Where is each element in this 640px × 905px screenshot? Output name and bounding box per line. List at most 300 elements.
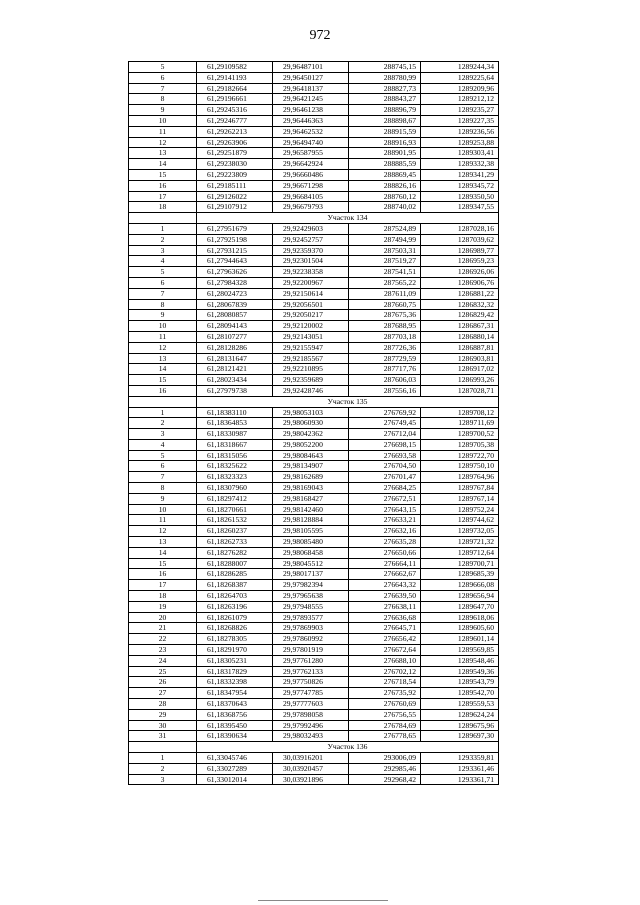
x-coordinate-cell: 287565,22 bbox=[349, 277, 421, 288]
table-row bbox=[129, 547, 499, 558]
x-coordinate-cell: 276632,16 bbox=[349, 526, 421, 537]
y-coordinate-cell: 1289700,52 bbox=[421, 429, 499, 440]
table-row bbox=[129, 623, 499, 634]
section-title: Участок 136 bbox=[197, 742, 499, 753]
x-coordinate-cell: 287524,89 bbox=[349, 223, 421, 234]
x-coordinate-cell: 287519,27 bbox=[349, 256, 421, 267]
y-coordinate-cell: 1289225,64 bbox=[421, 72, 499, 83]
point-number-cell: 4 bbox=[129, 439, 197, 450]
y-coordinate-cell: 1289559,53 bbox=[421, 699, 499, 710]
table-row bbox=[129, 699, 499, 710]
y-coordinate-cell: 1287028,16 bbox=[421, 223, 499, 234]
point-number-cell: 9 bbox=[129, 493, 197, 504]
x-coordinate-cell: 287726,36 bbox=[349, 342, 421, 353]
section-number-cell bbox=[129, 396, 197, 407]
latitude-cell: 61,29238030 bbox=[197, 159, 273, 170]
y-coordinate-cell: 1289347,55 bbox=[421, 202, 499, 213]
table-row bbox=[129, 299, 499, 310]
latitude-cell: 61,18368756 bbox=[197, 709, 273, 720]
y-coordinate-cell: 1289767,84 bbox=[421, 483, 499, 494]
point-number-cell: 17 bbox=[129, 580, 197, 591]
point-number-cell: 28 bbox=[129, 699, 197, 710]
latitude-cell: 61,29246777 bbox=[197, 115, 273, 126]
y-coordinate-cell: 1287028,71 bbox=[421, 385, 499, 396]
longitude-cell: 29,92359689 bbox=[273, 375, 349, 386]
point-number-cell: 8 bbox=[129, 94, 197, 105]
longitude-cell: 29,96446363 bbox=[273, 115, 349, 126]
y-coordinate-cell: 1289235,27 bbox=[421, 105, 499, 116]
latitude-cell: 61,29196661 bbox=[197, 94, 273, 105]
longitude-cell: 29,92120002 bbox=[273, 321, 349, 332]
y-coordinate-cell: 1289708,12 bbox=[421, 407, 499, 418]
y-coordinate-cell: 1289624,24 bbox=[421, 709, 499, 720]
latitude-cell: 61,18330987 bbox=[197, 429, 273, 440]
y-coordinate-cell: 1289569,85 bbox=[421, 645, 499, 656]
table-row bbox=[129, 601, 499, 612]
y-coordinate-cell: 1289722,70 bbox=[421, 450, 499, 461]
longitude-cell: 29,92301504 bbox=[273, 256, 349, 267]
x-coordinate-cell: 288827,73 bbox=[349, 83, 421, 94]
y-coordinate-cell: 1289732,05 bbox=[421, 526, 499, 537]
y-coordinate-cell: 1289253,88 bbox=[421, 137, 499, 148]
y-coordinate-cell: 1289705,38 bbox=[421, 439, 499, 450]
table-row bbox=[129, 645, 499, 656]
point-number-cell: 10 bbox=[129, 321, 197, 332]
latitude-cell: 61,18395450 bbox=[197, 720, 273, 731]
longitude-cell: 29,92429603 bbox=[273, 223, 349, 234]
y-coordinate-cell: 1286906,76 bbox=[421, 277, 499, 288]
longitude-cell: 29,98045512 bbox=[273, 558, 349, 569]
y-coordinate-cell: 1289212,12 bbox=[421, 94, 499, 105]
table-row bbox=[129, 385, 499, 396]
latitude-cell: 61,18317829 bbox=[197, 666, 273, 677]
longitude-cell: 29,97750826 bbox=[273, 677, 349, 688]
point-number-cell: 30 bbox=[129, 720, 197, 731]
table-row bbox=[129, 277, 499, 288]
table-row bbox=[129, 159, 499, 170]
latitude-cell: 61,28107277 bbox=[197, 331, 273, 342]
x-coordinate-cell: 276656,42 bbox=[349, 634, 421, 645]
latitude-cell: 61,28094143 bbox=[197, 321, 273, 332]
longitude-cell: 29,98085480 bbox=[273, 537, 349, 548]
y-coordinate-cell: 1289750,10 bbox=[421, 461, 499, 472]
x-coordinate-cell: 276684,25 bbox=[349, 483, 421, 494]
y-coordinate-cell: 1289236,56 bbox=[421, 126, 499, 137]
y-coordinate-cell: 1289345,72 bbox=[421, 180, 499, 191]
longitude-cell: 29,92056501 bbox=[273, 299, 349, 310]
latitude-cell: 61,27951679 bbox=[197, 223, 273, 234]
latitude-cell: 61,33045746 bbox=[197, 753, 273, 764]
point-number-cell: 6 bbox=[129, 277, 197, 288]
latitude-cell: 61,18291970 bbox=[197, 645, 273, 656]
table-row bbox=[129, 580, 499, 591]
section-title: Участок 134 bbox=[197, 213, 499, 224]
table-row bbox=[129, 504, 499, 515]
longitude-cell: 29,98084643 bbox=[273, 450, 349, 461]
longitude-cell: 29,97982394 bbox=[273, 580, 349, 591]
longitude-cell: 29,98105595 bbox=[273, 526, 349, 537]
x-coordinate-cell: 276718,54 bbox=[349, 677, 421, 688]
point-number-cell: 29 bbox=[129, 709, 197, 720]
latitude-cell: 61,27984328 bbox=[197, 277, 273, 288]
longitude-cell: 29,96487101 bbox=[273, 62, 349, 73]
y-coordinate-cell: 1289548,46 bbox=[421, 655, 499, 666]
point-number-cell: 12 bbox=[129, 137, 197, 148]
table-row bbox=[129, 245, 499, 256]
y-coordinate-cell: 1286881,22 bbox=[421, 288, 499, 299]
x-coordinate-cell: 276662,67 bbox=[349, 569, 421, 580]
x-coordinate-cell: 287503,31 bbox=[349, 245, 421, 256]
point-number-cell: 26 bbox=[129, 677, 197, 688]
longitude-cell: 29,97869903 bbox=[273, 623, 349, 634]
y-coordinate-cell: 1286989,77 bbox=[421, 245, 499, 256]
x-coordinate-cell: 292985,46 bbox=[349, 763, 421, 774]
y-coordinate-cell: 1289647,70 bbox=[421, 601, 499, 612]
point-number-cell: 12 bbox=[129, 342, 197, 353]
x-coordinate-cell: 276704,50 bbox=[349, 461, 421, 472]
latitude-cell: 61,18364853 bbox=[197, 418, 273, 429]
longitude-cell: 29,92150614 bbox=[273, 288, 349, 299]
y-coordinate-cell: 1289675,96 bbox=[421, 720, 499, 731]
table-row bbox=[129, 234, 499, 245]
table-row bbox=[129, 753, 499, 764]
table-row bbox=[129, 515, 499, 526]
point-number-cell: 15 bbox=[129, 375, 197, 386]
coordinates-table bbox=[128, 61, 499, 785]
point-number-cell: 18 bbox=[129, 591, 197, 602]
y-coordinate-cell: 1286829,42 bbox=[421, 310, 499, 321]
latitude-cell: 61,18305231 bbox=[197, 655, 273, 666]
longitude-cell: 29,98053103 bbox=[273, 407, 349, 418]
longitude-cell: 29,96642924 bbox=[273, 159, 349, 170]
latitude-cell: 61,18318667 bbox=[197, 439, 273, 450]
point-number-cell: 5 bbox=[129, 62, 197, 73]
y-coordinate-cell: 1289542,70 bbox=[421, 688, 499, 699]
longitude-cell: 30,03920457 bbox=[273, 763, 349, 774]
x-coordinate-cell: 276769,92 bbox=[349, 407, 421, 418]
point-number-cell: 13 bbox=[129, 537, 197, 548]
point-number-cell: 12 bbox=[129, 526, 197, 537]
y-coordinate-cell: 1289605,60 bbox=[421, 623, 499, 634]
latitude-cell: 61,29126022 bbox=[197, 191, 273, 202]
point-number-cell: 15 bbox=[129, 558, 197, 569]
point-number-cell: 20 bbox=[129, 612, 197, 623]
point-number-cell: 1 bbox=[129, 223, 197, 234]
latitude-cell: 61,18288007 bbox=[197, 558, 273, 569]
point-number-cell: 6 bbox=[129, 461, 197, 472]
point-number-cell: 19 bbox=[129, 601, 197, 612]
section-number-cell bbox=[129, 742, 197, 753]
x-coordinate-cell: 288780,99 bbox=[349, 72, 421, 83]
latitude-cell: 61,29263906 bbox=[197, 137, 273, 148]
footer-divider bbox=[258, 900, 388, 901]
longitude-cell: 29,98060930 bbox=[273, 418, 349, 429]
point-number-cell: 3 bbox=[129, 429, 197, 440]
table-row bbox=[129, 364, 499, 375]
x-coordinate-cell: 288745,15 bbox=[349, 62, 421, 73]
table-row bbox=[129, 115, 499, 126]
table-row bbox=[129, 105, 499, 116]
table-row bbox=[129, 72, 499, 83]
latitude-cell: 61,18347954 bbox=[197, 688, 273, 699]
latitude-cell: 61,18286285 bbox=[197, 569, 273, 580]
longitude-cell: 29,96660486 bbox=[273, 169, 349, 180]
latitude-cell: 61,27925198 bbox=[197, 234, 273, 245]
table-row bbox=[129, 569, 499, 580]
longitude-cell: 29,97948555 bbox=[273, 601, 349, 612]
y-coordinate-cell: 1286867,31 bbox=[421, 321, 499, 332]
point-number-cell: 27 bbox=[129, 688, 197, 699]
longitude-cell: 29,96494740 bbox=[273, 137, 349, 148]
longitude-cell: 29,98142460 bbox=[273, 504, 349, 515]
x-coordinate-cell: 276693,58 bbox=[349, 450, 421, 461]
y-coordinate-cell: 1289227,35 bbox=[421, 115, 499, 126]
table-row bbox=[129, 472, 499, 483]
point-number-cell: 8 bbox=[129, 483, 197, 494]
table-row bbox=[129, 180, 499, 191]
longitude-cell: 29,92143051 bbox=[273, 331, 349, 342]
y-coordinate-cell: 1289711,69 bbox=[421, 418, 499, 429]
point-number-cell: 8 bbox=[129, 299, 197, 310]
table-row bbox=[129, 731, 499, 742]
latitude-cell: 61,27963626 bbox=[197, 267, 273, 278]
point-number-cell: 13 bbox=[129, 148, 197, 159]
point-number-cell: 1 bbox=[129, 407, 197, 418]
latitude-cell: 61,33012014 bbox=[197, 774, 273, 785]
longitude-cell: 29,97992496 bbox=[273, 720, 349, 731]
longitude-cell: 29,98168427 bbox=[273, 493, 349, 504]
table-row bbox=[129, 439, 499, 450]
x-coordinate-cell: 287729,59 bbox=[349, 353, 421, 364]
point-number-cell: 11 bbox=[129, 126, 197, 137]
x-coordinate-cell: 276645,71 bbox=[349, 623, 421, 634]
y-coordinate-cell: 1289697,30 bbox=[421, 731, 499, 742]
latitude-cell: 61,28121421 bbox=[197, 364, 273, 375]
latitude-cell: 61,29245316 bbox=[197, 105, 273, 116]
table-row bbox=[129, 493, 499, 504]
x-coordinate-cell: 276633,21 bbox=[349, 515, 421, 526]
point-number-cell: 17 bbox=[129, 191, 197, 202]
x-coordinate-cell: 288898,67 bbox=[349, 115, 421, 126]
latitude-cell: 61,28067839 bbox=[197, 299, 273, 310]
x-coordinate-cell: 288885,59 bbox=[349, 159, 421, 170]
table-row bbox=[129, 655, 499, 666]
x-coordinate-cell: 287703,18 bbox=[349, 331, 421, 342]
y-coordinate-cell: 1289767,14 bbox=[421, 493, 499, 504]
point-number-cell: 16 bbox=[129, 180, 197, 191]
longitude-cell: 29,92185567 bbox=[273, 353, 349, 364]
table-row bbox=[129, 256, 499, 267]
point-number-cell: 13 bbox=[129, 353, 197, 364]
longitude-cell: 29,92359370 bbox=[273, 245, 349, 256]
latitude-cell: 61,18383110 bbox=[197, 407, 273, 418]
table-row bbox=[129, 191, 499, 202]
point-number-cell: 24 bbox=[129, 655, 197, 666]
x-coordinate-cell: 276638,11 bbox=[349, 601, 421, 612]
y-coordinate-cell: 1289700,71 bbox=[421, 558, 499, 569]
y-coordinate-cell: 1286887,81 bbox=[421, 342, 499, 353]
longitude-cell: 29,96462532 bbox=[273, 126, 349, 137]
table-row bbox=[129, 148, 499, 159]
table-row bbox=[129, 558, 499, 569]
table-row bbox=[129, 331, 499, 342]
x-coordinate-cell: 276650,66 bbox=[349, 547, 421, 558]
table-row bbox=[129, 310, 499, 321]
table-row bbox=[129, 83, 499, 94]
table-row bbox=[129, 450, 499, 461]
longitude-cell: 29,96671298 bbox=[273, 180, 349, 191]
longitude-cell: 29,98042362 bbox=[273, 429, 349, 440]
point-number-cell: 14 bbox=[129, 547, 197, 558]
latitude-cell: 61,18278305 bbox=[197, 634, 273, 645]
latitude-cell: 61,28024723 bbox=[197, 288, 273, 299]
table-row bbox=[129, 267, 499, 278]
table-row bbox=[129, 591, 499, 602]
longitude-cell: 29,98052200 bbox=[273, 439, 349, 450]
x-coordinate-cell: 287717,76 bbox=[349, 364, 421, 375]
table-row bbox=[129, 169, 499, 180]
point-number-cell: 11 bbox=[129, 331, 197, 342]
longitude-cell: 29,98017137 bbox=[273, 569, 349, 580]
point-number-cell: 7 bbox=[129, 288, 197, 299]
longitude-cell: 29,92210895 bbox=[273, 364, 349, 375]
latitude-cell: 61,18268387 bbox=[197, 580, 273, 591]
longitude-cell: 30,03916201 bbox=[273, 753, 349, 764]
longitude-cell: 29,96418137 bbox=[273, 83, 349, 94]
x-coordinate-cell: 288826,16 bbox=[349, 180, 421, 191]
latitude-cell: 61,29182664 bbox=[197, 83, 273, 94]
x-coordinate-cell: 276698,15 bbox=[349, 439, 421, 450]
point-number-cell: 2 bbox=[129, 763, 197, 774]
point-number-cell: 1 bbox=[129, 753, 197, 764]
y-coordinate-cell: 1286993,26 bbox=[421, 375, 499, 386]
point-number-cell: 3 bbox=[129, 774, 197, 785]
y-coordinate-cell: 1289549,36 bbox=[421, 666, 499, 677]
latitude-cell: 61,18315056 bbox=[197, 450, 273, 461]
table-row bbox=[129, 407, 499, 418]
y-coordinate-cell: 1289601,14 bbox=[421, 634, 499, 645]
x-coordinate-cell: 276672,51 bbox=[349, 493, 421, 504]
latitude-cell: 61,29262213 bbox=[197, 126, 273, 137]
x-coordinate-cell: 276672,64 bbox=[349, 645, 421, 656]
x-coordinate-cell: 276784,69 bbox=[349, 720, 421, 731]
table-row bbox=[129, 126, 499, 137]
table-row bbox=[129, 709, 499, 720]
longitude-cell: 29,98032493 bbox=[273, 731, 349, 742]
y-coordinate-cell: 1289764,96 bbox=[421, 472, 499, 483]
point-number-cell: 9 bbox=[129, 310, 197, 321]
point-number-cell: 11 bbox=[129, 515, 197, 526]
point-number-cell: 22 bbox=[129, 634, 197, 645]
latitude-cell: 61,18262733 bbox=[197, 537, 273, 548]
x-coordinate-cell: 276639,50 bbox=[349, 591, 421, 602]
latitude-cell: 61,27944643 bbox=[197, 256, 273, 267]
latitude-cell: 61,28080857 bbox=[197, 310, 273, 321]
longitude-cell: 29,97893577 bbox=[273, 612, 349, 623]
table-row bbox=[129, 418, 499, 429]
x-coordinate-cell: 287660,75 bbox=[349, 299, 421, 310]
longitude-cell: 29,96461238 bbox=[273, 105, 349, 116]
latitude-cell: 61,29251879 bbox=[197, 148, 273, 159]
latitude-cell: 61,18260237 bbox=[197, 526, 273, 537]
longitude-cell: 29,98162689 bbox=[273, 472, 349, 483]
y-coordinate-cell: 1289209,96 bbox=[421, 83, 499, 94]
longitude-cell: 29,96421245 bbox=[273, 94, 349, 105]
point-number-cell: 5 bbox=[129, 267, 197, 278]
x-coordinate-cell: 276688,10 bbox=[349, 655, 421, 666]
x-coordinate-cell: 276749,45 bbox=[349, 418, 421, 429]
point-number-cell: 31 bbox=[129, 731, 197, 742]
table-row bbox=[129, 537, 499, 548]
latitude-cell: 61,18307960 bbox=[197, 483, 273, 494]
point-number-cell: 16 bbox=[129, 385, 197, 396]
y-coordinate-cell: 1286880,14 bbox=[421, 331, 499, 342]
y-coordinate-cell: 1289744,62 bbox=[421, 515, 499, 526]
point-number-cell: 16 bbox=[129, 569, 197, 580]
table-row bbox=[129, 429, 499, 440]
table-row bbox=[129, 94, 499, 105]
y-coordinate-cell: 1289543,79 bbox=[421, 677, 499, 688]
table-row bbox=[129, 483, 499, 494]
longitude-cell: 29,92200967 bbox=[273, 277, 349, 288]
y-coordinate-cell: 1293361,71 bbox=[421, 774, 499, 785]
longitude-cell: 29,97860992 bbox=[273, 634, 349, 645]
y-coordinate-cell: 1289721,32 bbox=[421, 537, 499, 548]
longitude-cell: 29,97761280 bbox=[273, 655, 349, 666]
longitude-cell: 29,98134907 bbox=[273, 461, 349, 472]
point-number-cell: 14 bbox=[129, 159, 197, 170]
longitude-cell: 30,03921896 bbox=[273, 774, 349, 785]
latitude-cell: 61,18276282 bbox=[197, 547, 273, 558]
latitude-cell: 61,18390634 bbox=[197, 731, 273, 742]
y-coordinate-cell: 1289332,38 bbox=[421, 159, 499, 170]
longitude-cell: 29,92428746 bbox=[273, 385, 349, 396]
x-coordinate-cell: 276664,11 bbox=[349, 558, 421, 569]
latitude-cell: 61,29185111 bbox=[197, 180, 273, 191]
table-row bbox=[129, 137, 499, 148]
latitude-cell: 61,29141193 bbox=[197, 72, 273, 83]
latitude-cell: 61,18270661 bbox=[197, 504, 273, 515]
y-coordinate-cell: 1289685,39 bbox=[421, 569, 499, 580]
point-number-cell: 23 bbox=[129, 645, 197, 656]
longitude-cell: 29,96679793 bbox=[273, 202, 349, 213]
latitude-cell: 61,27979738 bbox=[197, 385, 273, 396]
y-coordinate-cell: 1286926,06 bbox=[421, 267, 499, 278]
table-row bbox=[129, 461, 499, 472]
x-coordinate-cell: 287611,09 bbox=[349, 288, 421, 299]
section-header-row bbox=[129, 213, 499, 224]
table-row bbox=[129, 342, 499, 353]
section-header-row bbox=[129, 742, 499, 753]
longitude-cell: 29,92452757 bbox=[273, 234, 349, 245]
latitude-cell: 61,33027289 bbox=[197, 763, 273, 774]
section-number-cell bbox=[129, 213, 197, 224]
x-coordinate-cell: 276701,47 bbox=[349, 472, 421, 483]
latitude-cell: 61,18325622 bbox=[197, 461, 273, 472]
point-number-cell: 14 bbox=[129, 364, 197, 375]
longitude-cell: 29,92050217 bbox=[273, 310, 349, 321]
table-row bbox=[129, 763, 499, 774]
y-coordinate-cell: 1293361,46 bbox=[421, 763, 499, 774]
x-coordinate-cell: 276735,92 bbox=[349, 688, 421, 699]
latitude-cell: 61,28131647 bbox=[197, 353, 273, 364]
table-row bbox=[129, 688, 499, 699]
x-coordinate-cell: 276643,32 bbox=[349, 580, 421, 591]
y-coordinate-cell: 1289350,50 bbox=[421, 191, 499, 202]
longitude-cell: 29,92155947 bbox=[273, 342, 349, 353]
x-coordinate-cell: 287541,51 bbox=[349, 267, 421, 278]
page-number: 972 bbox=[309, 28, 331, 43]
